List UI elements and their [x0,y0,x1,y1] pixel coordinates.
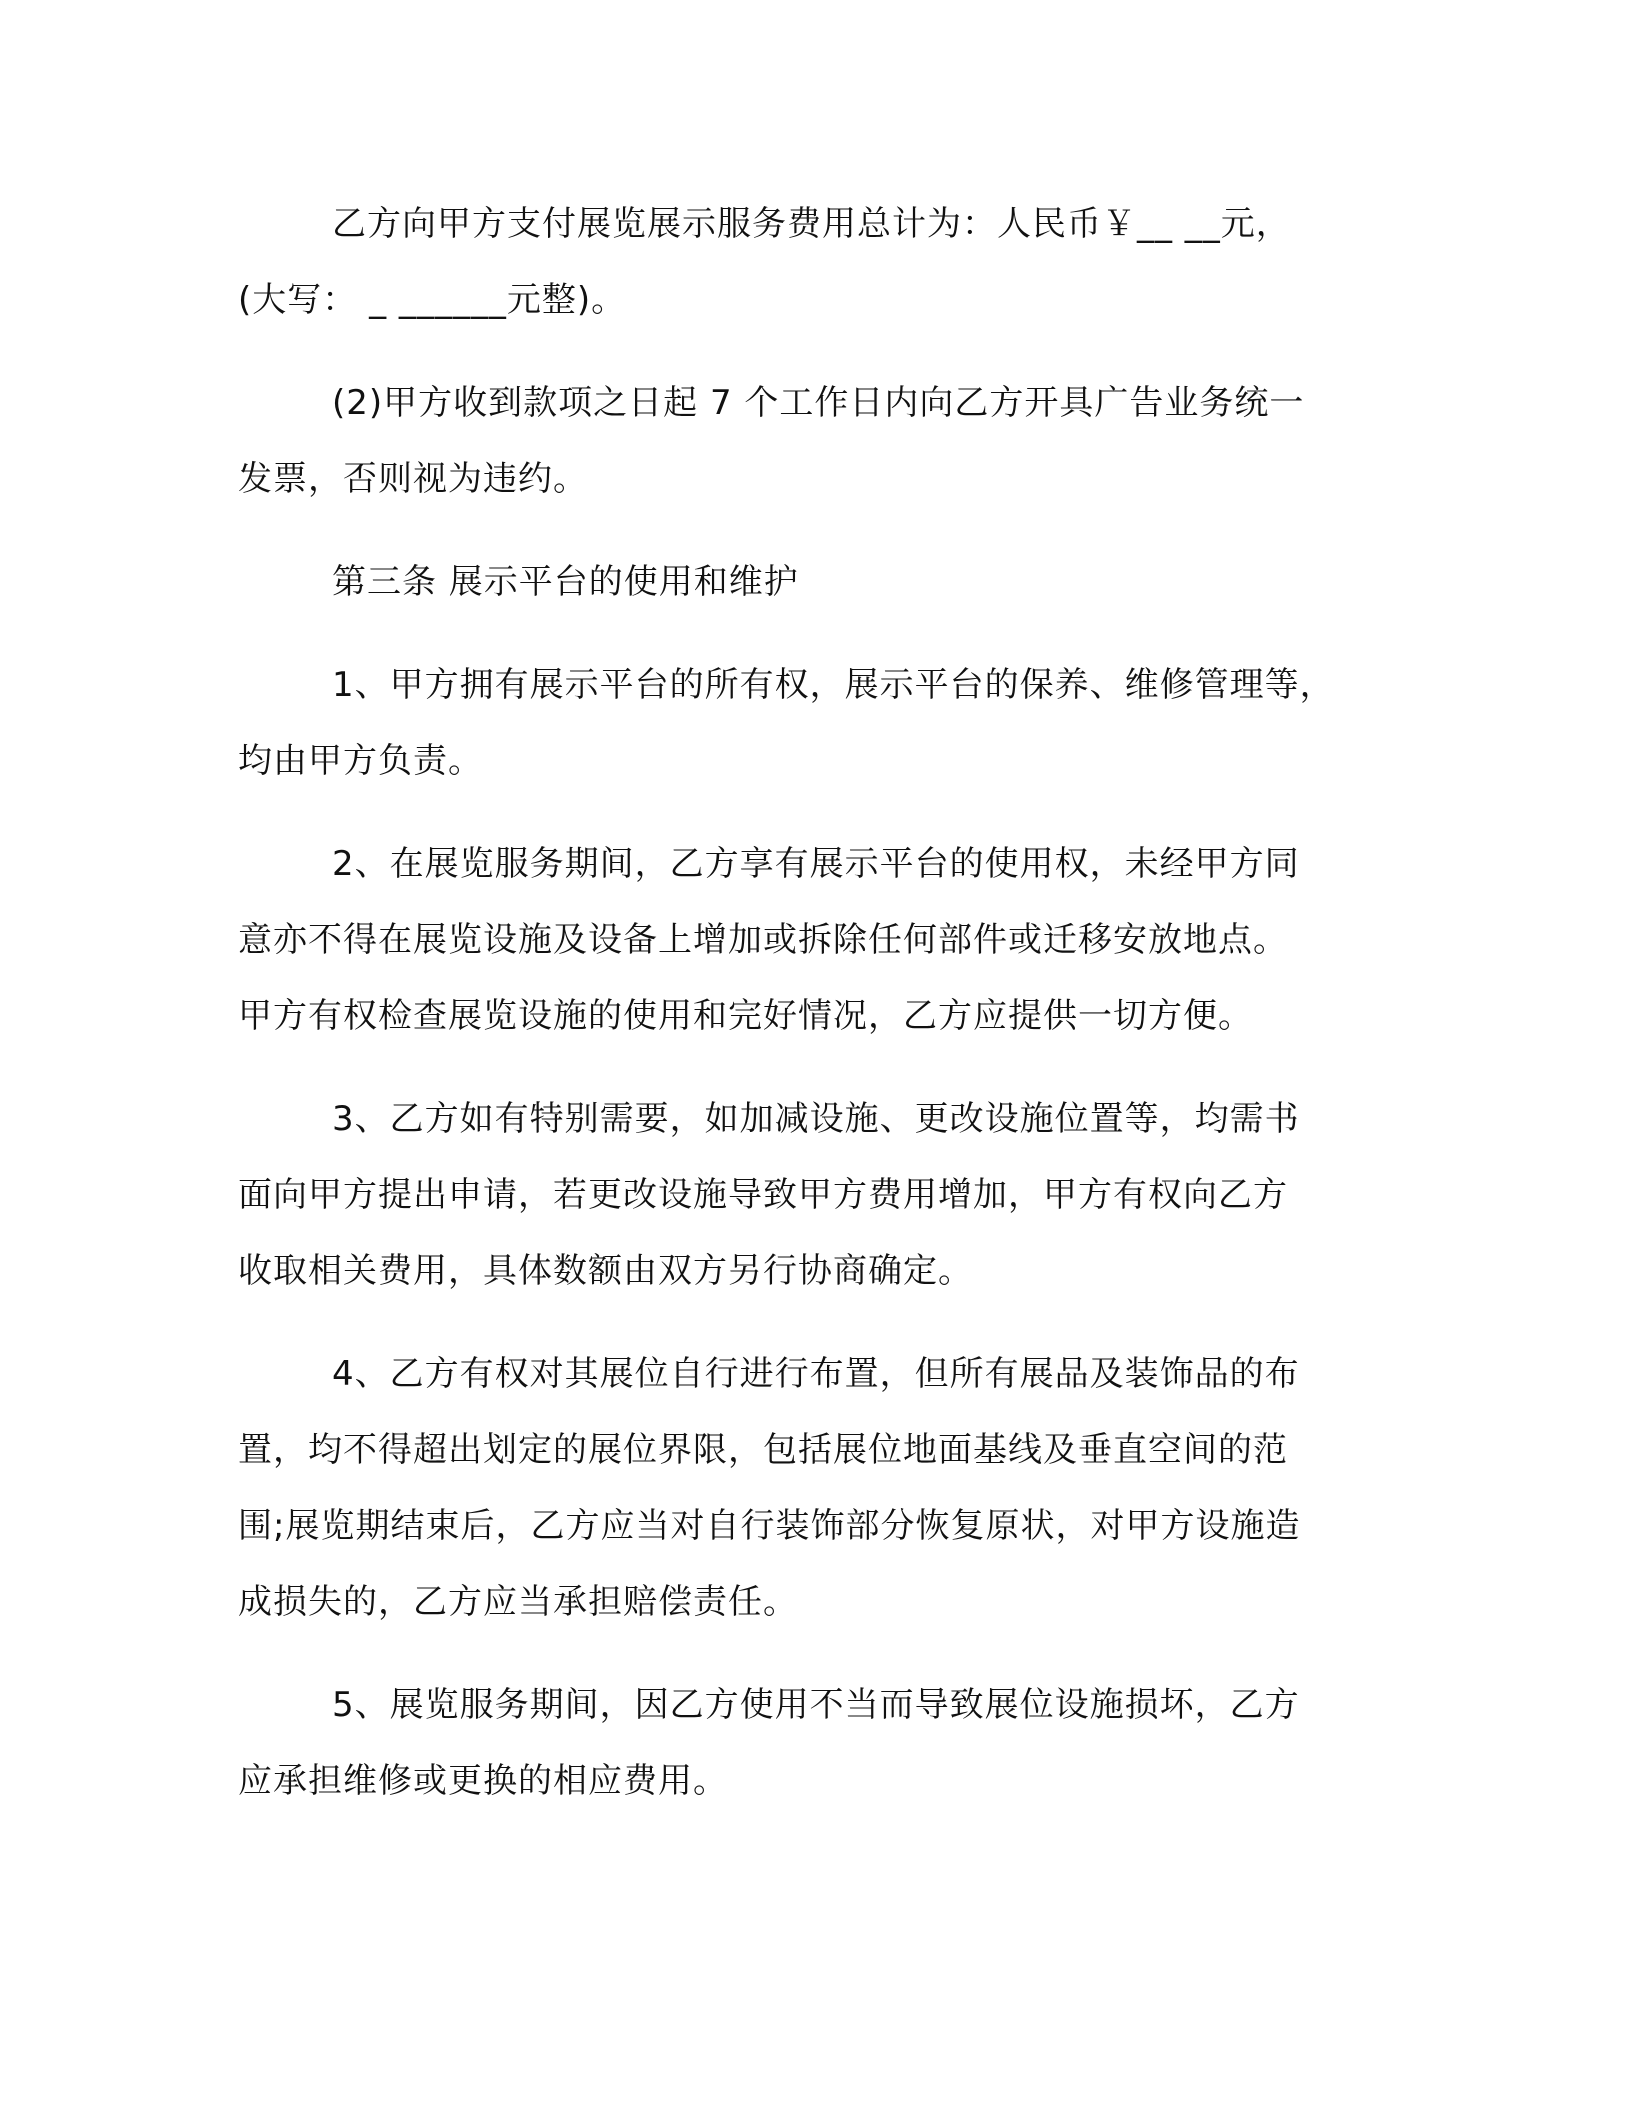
text-line: 5、展览服务期间，因乙方使用不当而导致展位设施损坏，乙方 [332,1685,1300,1725]
clause-2 [238,826,1398,1054]
text-line: 3、乙方如有特别需要，如加减设施、更改设施位置等，均需书 [332,1099,1300,1139]
text-line: (2)甲方收到款项之日起 7 个工作日内向乙方开具广告业务统一 [332,383,1305,423]
clause-4 [238,1336,1398,1640]
text-line: 均由甲方负责。 [238,741,483,781]
text-line: 乙方向甲方支付展览展示服务费用总计为：人民币￥__ __元， [332,204,1291,244]
text-line: 发票，否则视为违约。 [238,459,588,499]
clause-3 [238,1081,1398,1309]
clause-5 [238,1667,1398,1819]
document-body [238,186,1398,1846]
text-line: 甲方有权检查展览设施的使用和完好情况，乙方应提供一切方便。 [238,996,1253,1036]
text-line: (大写： _ ______元整)。 [238,280,627,320]
text-line: 置，均不得超出划定的展位界限，包括展位地面基线及垂直空间的范 [238,1430,1288,1470]
text-line: 应承担维修或更换的相应费用。 [238,1761,728,1801]
text-line: 围;展览期结束后，乙方应当对自行装饰部分恢复原状，对甲方设施造 [238,1506,1301,1546]
paragraph-invoice [238,365,1398,517]
section-heading: 第三条 展示平台的使用和维护 [332,562,799,602]
text-line: 2、在展览服务期间，乙方享有展示平台的使用权，未经甲方同 [332,844,1300,884]
section-heading-article-3 [238,544,1398,620]
text-line: 收取相关费用，具体数额由双方另行协商确定。 [238,1251,973,1291]
text-line: 面向甲方提出申请，若更改设施导致甲方费用增加，甲方有权向乙方 [238,1175,1288,1215]
text-line: 意亦不得在展览设施及设备上增加或拆除任何部件或迁移安放地点。 [238,920,1288,960]
text-line: 4、乙方有权对其展位自行进行布置，但所有展品及装饰品的布 [332,1354,1300,1394]
text-line: 1、甲方拥有展示平台的所有权，展示平台的保养、维修管理等， [332,665,1335,705]
paragraph-payment-total [238,186,1398,338]
clause-1 [238,647,1398,799]
text-line: 成损失的，乙方应当承担赔偿责任。 [238,1582,798,1622]
